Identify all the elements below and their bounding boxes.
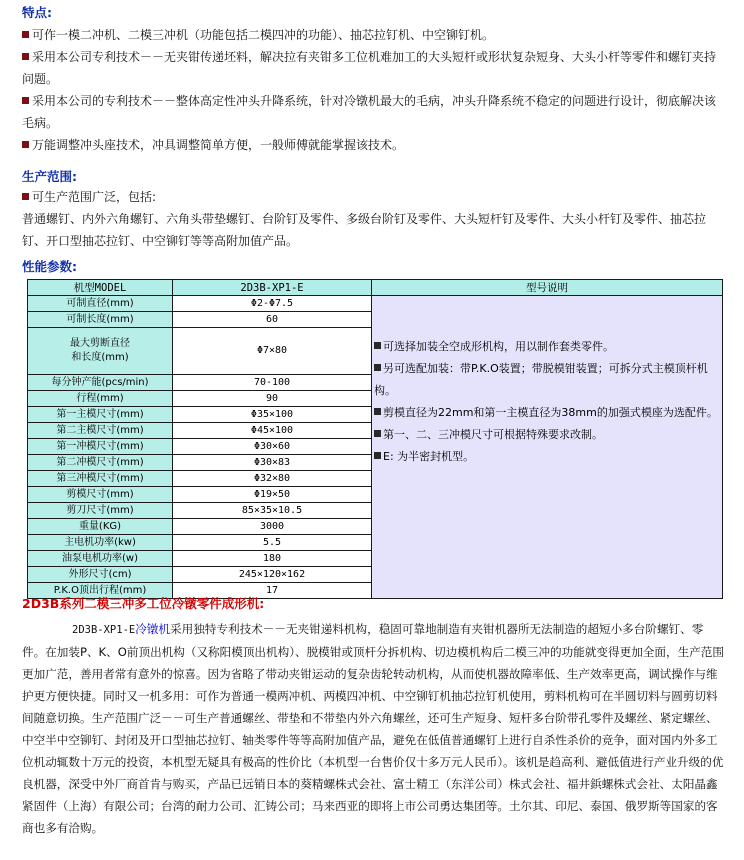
- note-line: 第一、二、三冲模尺寸可根据特殊要求改制。: [374, 424, 718, 446]
- row-value: 17: [173, 583, 372, 599]
- row-value: 60: [173, 312, 372, 328]
- scope-item-text: 可生产范围广泛，包括:: [32, 190, 157, 204]
- row-value: 180: [173, 551, 372, 567]
- bullet-icon: [374, 408, 381, 415]
- row-value: Φ32×80: [173, 471, 372, 487]
- series-body: [22, 618, 724, 839]
- bullet-icon: [22, 141, 29, 148]
- bullet-icon: [22, 53, 29, 60]
- row-value: 70-100: [173, 375, 372, 391]
- header-desc: 型号说明: [372, 280, 723, 296]
- bullet-icon: [374, 342, 381, 349]
- header-model-value: 2D3B-XP1-E: [173, 280, 372, 296]
- row-label: 第三冲模尺寸(mm): [28, 471, 173, 487]
- bullet-icon: [374, 430, 381, 437]
- feature-text: 采用本公司的专利技术－－整体高定性冲头升降系统，针对冷镦机最大的毛病，冲头升降系统不稳定的问题进行设计，彻底解决该毛病。: [22, 94, 717, 130]
- bullet-icon: [22, 97, 29, 104]
- row-label: 最大剪断直径 和长度(mm): [28, 328, 173, 375]
- features-list: [22, 24, 722, 156]
- scope-block: [22, 186, 722, 252]
- feature-item: [22, 46, 722, 90]
- feature-item: [22, 24, 722, 46]
- note-line: 可选择加装全空成形机构，用以制作套类零件。: [374, 336, 718, 358]
- header-model: 机型MODEL: [28, 280, 173, 296]
- scope-detail: 普通螺钉、内外六角螺钉、六角头带垫螺钉、台阶钉及零件、多级台阶钉及零件、大头短杆钉及零件、大头小杆钉及零件、抽芯拉钉、开口型抽芯拉钉、中空铆钉等等高附加值产品。: [22, 212, 707, 248]
- row-label: 第二冲模尺寸(mm): [28, 455, 173, 471]
- feature-item: [22, 90, 722, 134]
- cold-header-link[interactable]: 冷镦机: [135, 622, 171, 636]
- series-title: 2D3B系列二模三冲多工位冷镦零件成形机:: [22, 596, 265, 611]
- model-notes: [372, 296, 723, 599]
- series-text: 采用独特专利技术－－无夹钳递料机构，稳固可靠地制造有夹钳机器所无法制造的超短小多台阶螺钉、零件。在加装P、K、O前顶出机构（又称阳模顶出机构）、脱模钳或顶杆分拆机构、切边模机构后二模三冲的功能就变得更加全面，生产范围更加广范，善用者常有意外的惊喜。因为省略了带动夹钳运动的复杂齿轮转动机构，从而使机器故障率低、生产效率更高，调试操作与维护更方便快捷。同时又一机多用：可作为普通一模两冲机、两模四冲机、中空铆钉机抽芯拉钉机使用，剪料机构可在半圆切料与圆剪切料间随意切换。生产范围广泛－－可生产普通螺丝、带垫和不带垫内外六角螺丝，还可生产短身、短杆多台阶带孔零件及螺丝、紧定螺丝、中空半中空铆钉、封闭及开口型抽芯拉钉、轴类零件等等高附加值产品，避免在低值普通螺钉上进行自杀性杀价的竞争，面对国内外多工位机动辄数十万元的投资，本机型无疑具有极高的性价比（本机型一台售价仅十多万元人民币）。该机是趋高利、避低值进行产业升级的优良机器，深受中外厂商首肯与购买，产品已远销日本的葵精螺株式会社、富士精工（东洋公司）株式会社、福井鋲螺株式会社、太阳晶鑫紧固件（上海）有限公司；台湾的耐力公司、汇铸公司；马来西亚的即将上市公司勇达集团等。土尔其、印尼、泰国、俄罗斯等国家的客商也多有洽购。: [22, 622, 724, 835]
- series-model: 2D3B-XP1-E: [72, 624, 136, 636]
- row-label: 外形尺寸(cm): [28, 567, 173, 583]
- row-value: Φ30×83: [173, 455, 372, 471]
- row-value: 5.5: [173, 535, 372, 551]
- row-value: 85×35×10.5: [173, 503, 372, 519]
- row-label: 剪模尺寸(mm): [28, 487, 173, 503]
- row-value: Φ7×80: [173, 328, 372, 375]
- row-value: 3000: [173, 519, 372, 535]
- feature-text: 万能调整冲头座技术，冲具调整简单方便，一般师傅就能掌握该技术。: [32, 138, 405, 152]
- row-label: 油泵电机功率(w): [28, 551, 173, 567]
- scope-title: 生产范围:: [22, 169, 77, 184]
- row-label: 主电机功率(kw): [28, 535, 173, 551]
- bullet-icon: [374, 364, 381, 371]
- row-label: 每分钟产能(pcs/min): [28, 375, 173, 391]
- row-value: Φ45×100: [173, 423, 372, 439]
- row-label: 可制直径(mm): [28, 296, 173, 312]
- row-label: 重量(KG): [28, 519, 173, 535]
- feature-text: 采用本公司专利技术－－无夹钳传递坯料，解决拉有夹钳多工位机难加工的大头短杆或形状复杂短身、大头小杆等零件和螺钉夹持问题。: [22, 50, 717, 86]
- row-label: 行程(mm): [28, 391, 173, 407]
- row-label: 第一冲模尺寸(mm): [28, 439, 173, 455]
- note-line: 剪模直径为22mm和第一主模直径为38mm的加强式模座为选配件。: [374, 402, 718, 424]
- row-label: P.K.O顶出行程(mm): [28, 583, 173, 599]
- table-header-row: [28, 280, 723, 296]
- row-value: Φ19×50: [173, 487, 372, 503]
- feature-item: [22, 134, 722, 156]
- features-title: 特点:: [22, 5, 52, 20]
- note-line: 另可选配加装：带P.K.O装置；带脱模钳装置；可拆分式主模顶杆机构。: [374, 362, 708, 397]
- row-value: 245×120×162: [173, 567, 372, 583]
- row-label: 第一主模尺寸(mm): [28, 407, 173, 423]
- row-value: Φ35×100: [173, 407, 372, 423]
- row-label: 剪刀尺寸(mm): [28, 503, 173, 519]
- row-value: 90: [173, 391, 372, 407]
- row-value: Φ30×60: [173, 439, 372, 455]
- perf-title: 性能参数:: [22, 259, 77, 274]
- row-label: 第二主模尺寸(mm): [28, 423, 173, 439]
- bullet-icon: [22, 193, 29, 200]
- bullet-icon: [22, 31, 29, 38]
- bullet-icon: [374, 452, 381, 459]
- scope-item: [22, 186, 722, 208]
- row-value: Φ2-Φ7.5: [173, 296, 372, 312]
- note-line: E: 为半密封机型。: [374, 446, 718, 468]
- table-row: [28, 296, 723, 312]
- row-label: 可制长度(mm): [28, 312, 173, 328]
- spec-table: [27, 279, 723, 599]
- feature-text: 可作一模二冲机、二模三冲机（功能包括二模四冲的功能）、抽芯拉钉机、中空铆钉机。: [32, 28, 495, 42]
